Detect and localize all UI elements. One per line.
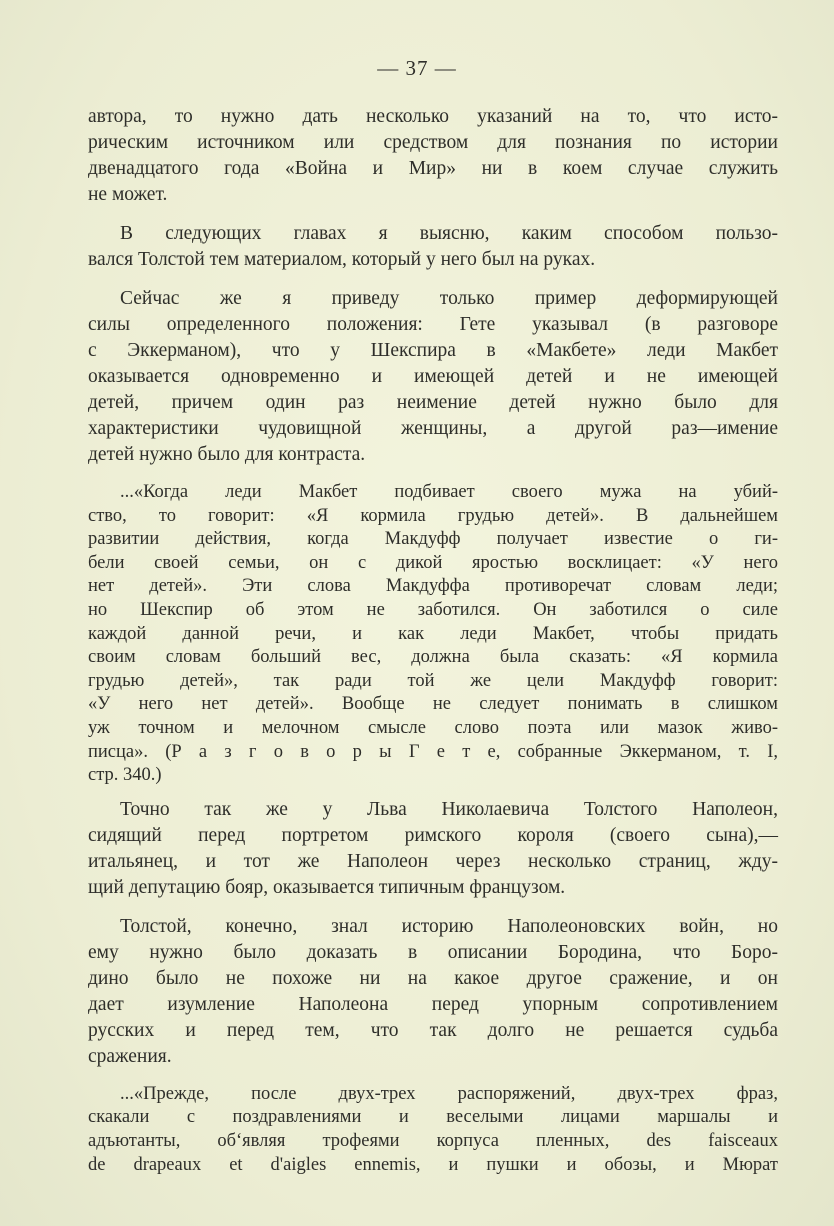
paragraph: [88, 914, 778, 1070]
text-line: Точно так же у Льва Николаевича Толстого Наполеон,: [120, 798, 778, 820]
text-line: характеристики чудовищной женщины, а другой раз—имение: [88, 418, 778, 439]
page-number: — 37 —: [377, 56, 457, 80]
text-line: сидящий перед портретом римского короля (своего сына),—: [88, 824, 778, 846]
text-line: стр. 340.): [88, 765, 162, 786]
text-line: грудью детей», так ради той же цели Макдуфф говорит:: [88, 670, 778, 691]
text-line: рическим источником или средством для познания по истории: [88, 132, 778, 153]
text-line: щий депутацию бояр, оказывается типичным французом.: [88, 876, 566, 898]
text-line: писца». (Р а з г о в о р ы Г е т е, собранные Эккерманом, т. I,: [88, 741, 778, 762]
text-line: В следующих главах я выясню, каким способом пользо-: [120, 223, 778, 244]
text-line: ...«Когда леди Макбет подбивает своего мужа на убий-: [120, 482, 778, 502]
text-line: развитии действия, когда Макдуфф получает известие о ги-: [88, 529, 778, 550]
page-body: [88, 104, 778, 1186]
text-line: ство, то говорит: «Я кормила грудью детей». В дальнейшем: [88, 505, 778, 526]
text-line: de drapeaux et d'aigles ennemis, и пушки и обозы, и Мюрат: [88, 1154, 778, 1175]
text-line: русских и перед тем, что так долго не решается судьба: [88, 1019, 778, 1041]
quotation-paragraph: [88, 1083, 778, 1177]
text-line: силы определенного положения: Гете указывал (в разговоре: [88, 314, 778, 335]
quotation-paragraph: [88, 481, 778, 788]
text-line: оказывается одновременно и имеющей детей и не имеющей: [88, 366, 778, 387]
text-line: дает изумление Наполеона перед упорным сопротивлением: [88, 993, 778, 1015]
text-line: ...«Прежде, после двух-трех распоряжений, двух-трех фраз,: [120, 1083, 778, 1104]
text-line: своим словам больший вес, должна была сказать: «Я кормила: [88, 647, 778, 668]
text-line: с Эккерманом), что у Шекспира в «Макбете» леди Макбет: [88, 340, 778, 361]
text-line: уж точном и мелочном смысле слово поэта или мазок живо-: [88, 717, 778, 738]
text-line: вался Толстой тем материалом, который у него был на руках.: [88, 249, 596, 270]
text-line: двенадцатого года «Война и Мир» ни в коем случае служить: [88, 158, 778, 179]
text-line: детей, причем один раз неимение детей нужно было для: [88, 392, 778, 413]
text-line: сражения.: [88, 1045, 172, 1067]
paragraph: [88, 221, 778, 273]
text-line: бели своей семьи, он с дикой яростью восклицает: «У него: [88, 552, 778, 573]
paragraph: [88, 797, 778, 901]
text-line: Сейчас же я приведу только пример деформирующей: [120, 288, 778, 309]
text-line: адъютанты, об‘являя трофеями корпуса пленных, des faisceaux: [88, 1130, 778, 1151]
text-line: автора, то нужно дать несколько указаний на то, что исто-: [88, 106, 778, 127]
text-line: Толстой, конечно, знал историю Наполеоновских войн, но: [120, 915, 778, 937]
paragraph: [88, 286, 778, 468]
text-line: скакали с поздравлениями и веселыми лицами маршалы и: [88, 1107, 778, 1128]
text-line: но Шекспир об этом не заботился. Он заботился о силе: [88, 599, 778, 620]
paragraph: [88, 104, 778, 208]
text-line: ему нужно было доказать в описании Бородина, что Боро-: [88, 941, 778, 963]
text-line: итальянец, и тот же Наполеон через несколько страниц, жду-: [88, 850, 778, 872]
text-line: дино было не похоже ни на какое другое сражение, и он: [88, 967, 778, 989]
text-line: нет детей». Эти слова Макдуффа противоречат словам леди;: [88, 576, 778, 597]
text-line: каждой данной речи, и как леди Макбет, чтобы придать: [88, 623, 778, 644]
text-line: не может.: [88, 184, 168, 205]
text-line: детей нужно было для контраста.: [88, 444, 366, 465]
text-line: «У него нет детей». Вообще не следует понимать в слишком: [88, 694, 778, 715]
